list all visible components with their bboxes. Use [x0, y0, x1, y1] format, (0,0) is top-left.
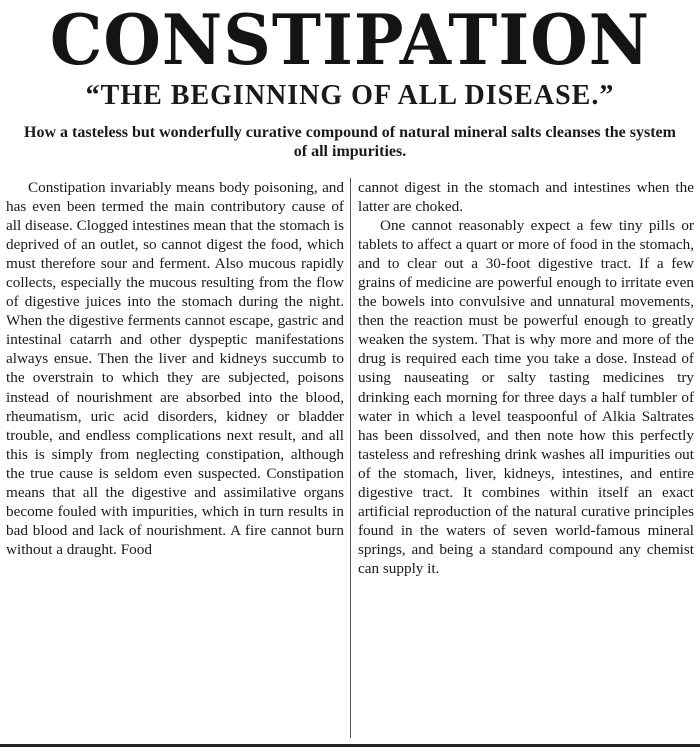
- deck: How a tasteless but wonderfully curative compound of natural mineral salts cleanses the system of all impurities.: [24, 124, 676, 160]
- column-right-paragraph-1: cannot digest in the stomach and intestines when the latter are choked.: [358, 179, 694, 216]
- bottom-rule: [0, 744, 700, 747]
- column-left: [6, 178, 344, 559]
- subheadline: “THE BEGINNING OF ALL DISEASE.”: [85, 80, 615, 111]
- column-right: [358, 178, 694, 578]
- column-divider: [350, 178, 351, 738]
- column-right-paragraph-2: One cannot reasonably expect a few tiny pills or tablets to affect a quart or more of food in the stomach, and to clear out a 30-foot digestive tract. If a few grains of medicine are powerful enough to irritate even the bowels into convulsive and unnatural movements, then the reaction must be powerful enough to greatly weaken the system. That is why more and more of the drug is required each time you take a dose. Instead of using nauseating or salty tasting medicines try drinking each morning for three days a half tumbler of water in which a level teaspoonful of Alkia Saltrates has been dissolved, and then note how this perfectly tasteless and refreshing drink washes all impurities out of the stomach, liver, kidneys, intestines, and entire digestive tract. It combines within itself an exact artificial reproduction of the natural curative principles found in the waters of seven world-famous mineral springs, and being a standard compound any chemist can supply it.: [358, 217, 694, 577]
- column-left-text: Constipation invariably means body poisoning, and has even been termed the main contributory cause of all disease. Clogged intestines mean that the stomach is deprived of an outlet, so cannot digest the food, which must therefore sour and ferment. Also mucous rapidly collects, especially the mucous resulting from the flow of digestive juices into the stomach during the night. When the digestive ferments cannot escape, gastric and intestinal catarrh and other dyspeptic manifestations always ensue. Then the liver and kidneys succumb to the overstrain to which they are subjected, poisons instead of nourishment are absorbed into the blood, rheumatism, uric acid disorders, kidney or bladder trouble, and endless complications next result, and all this is simply from neglecting constipation, although the true cause is seldom even suspected. Constipation means that all the digestive and assimilative organs become fouled with impurities, which in turn results in bad blood and lack of nourishment. A fire cannot burn without a draught. Food: [6, 179, 344, 558]
- headline: CONSTIPATION: [49, 0, 651, 81]
